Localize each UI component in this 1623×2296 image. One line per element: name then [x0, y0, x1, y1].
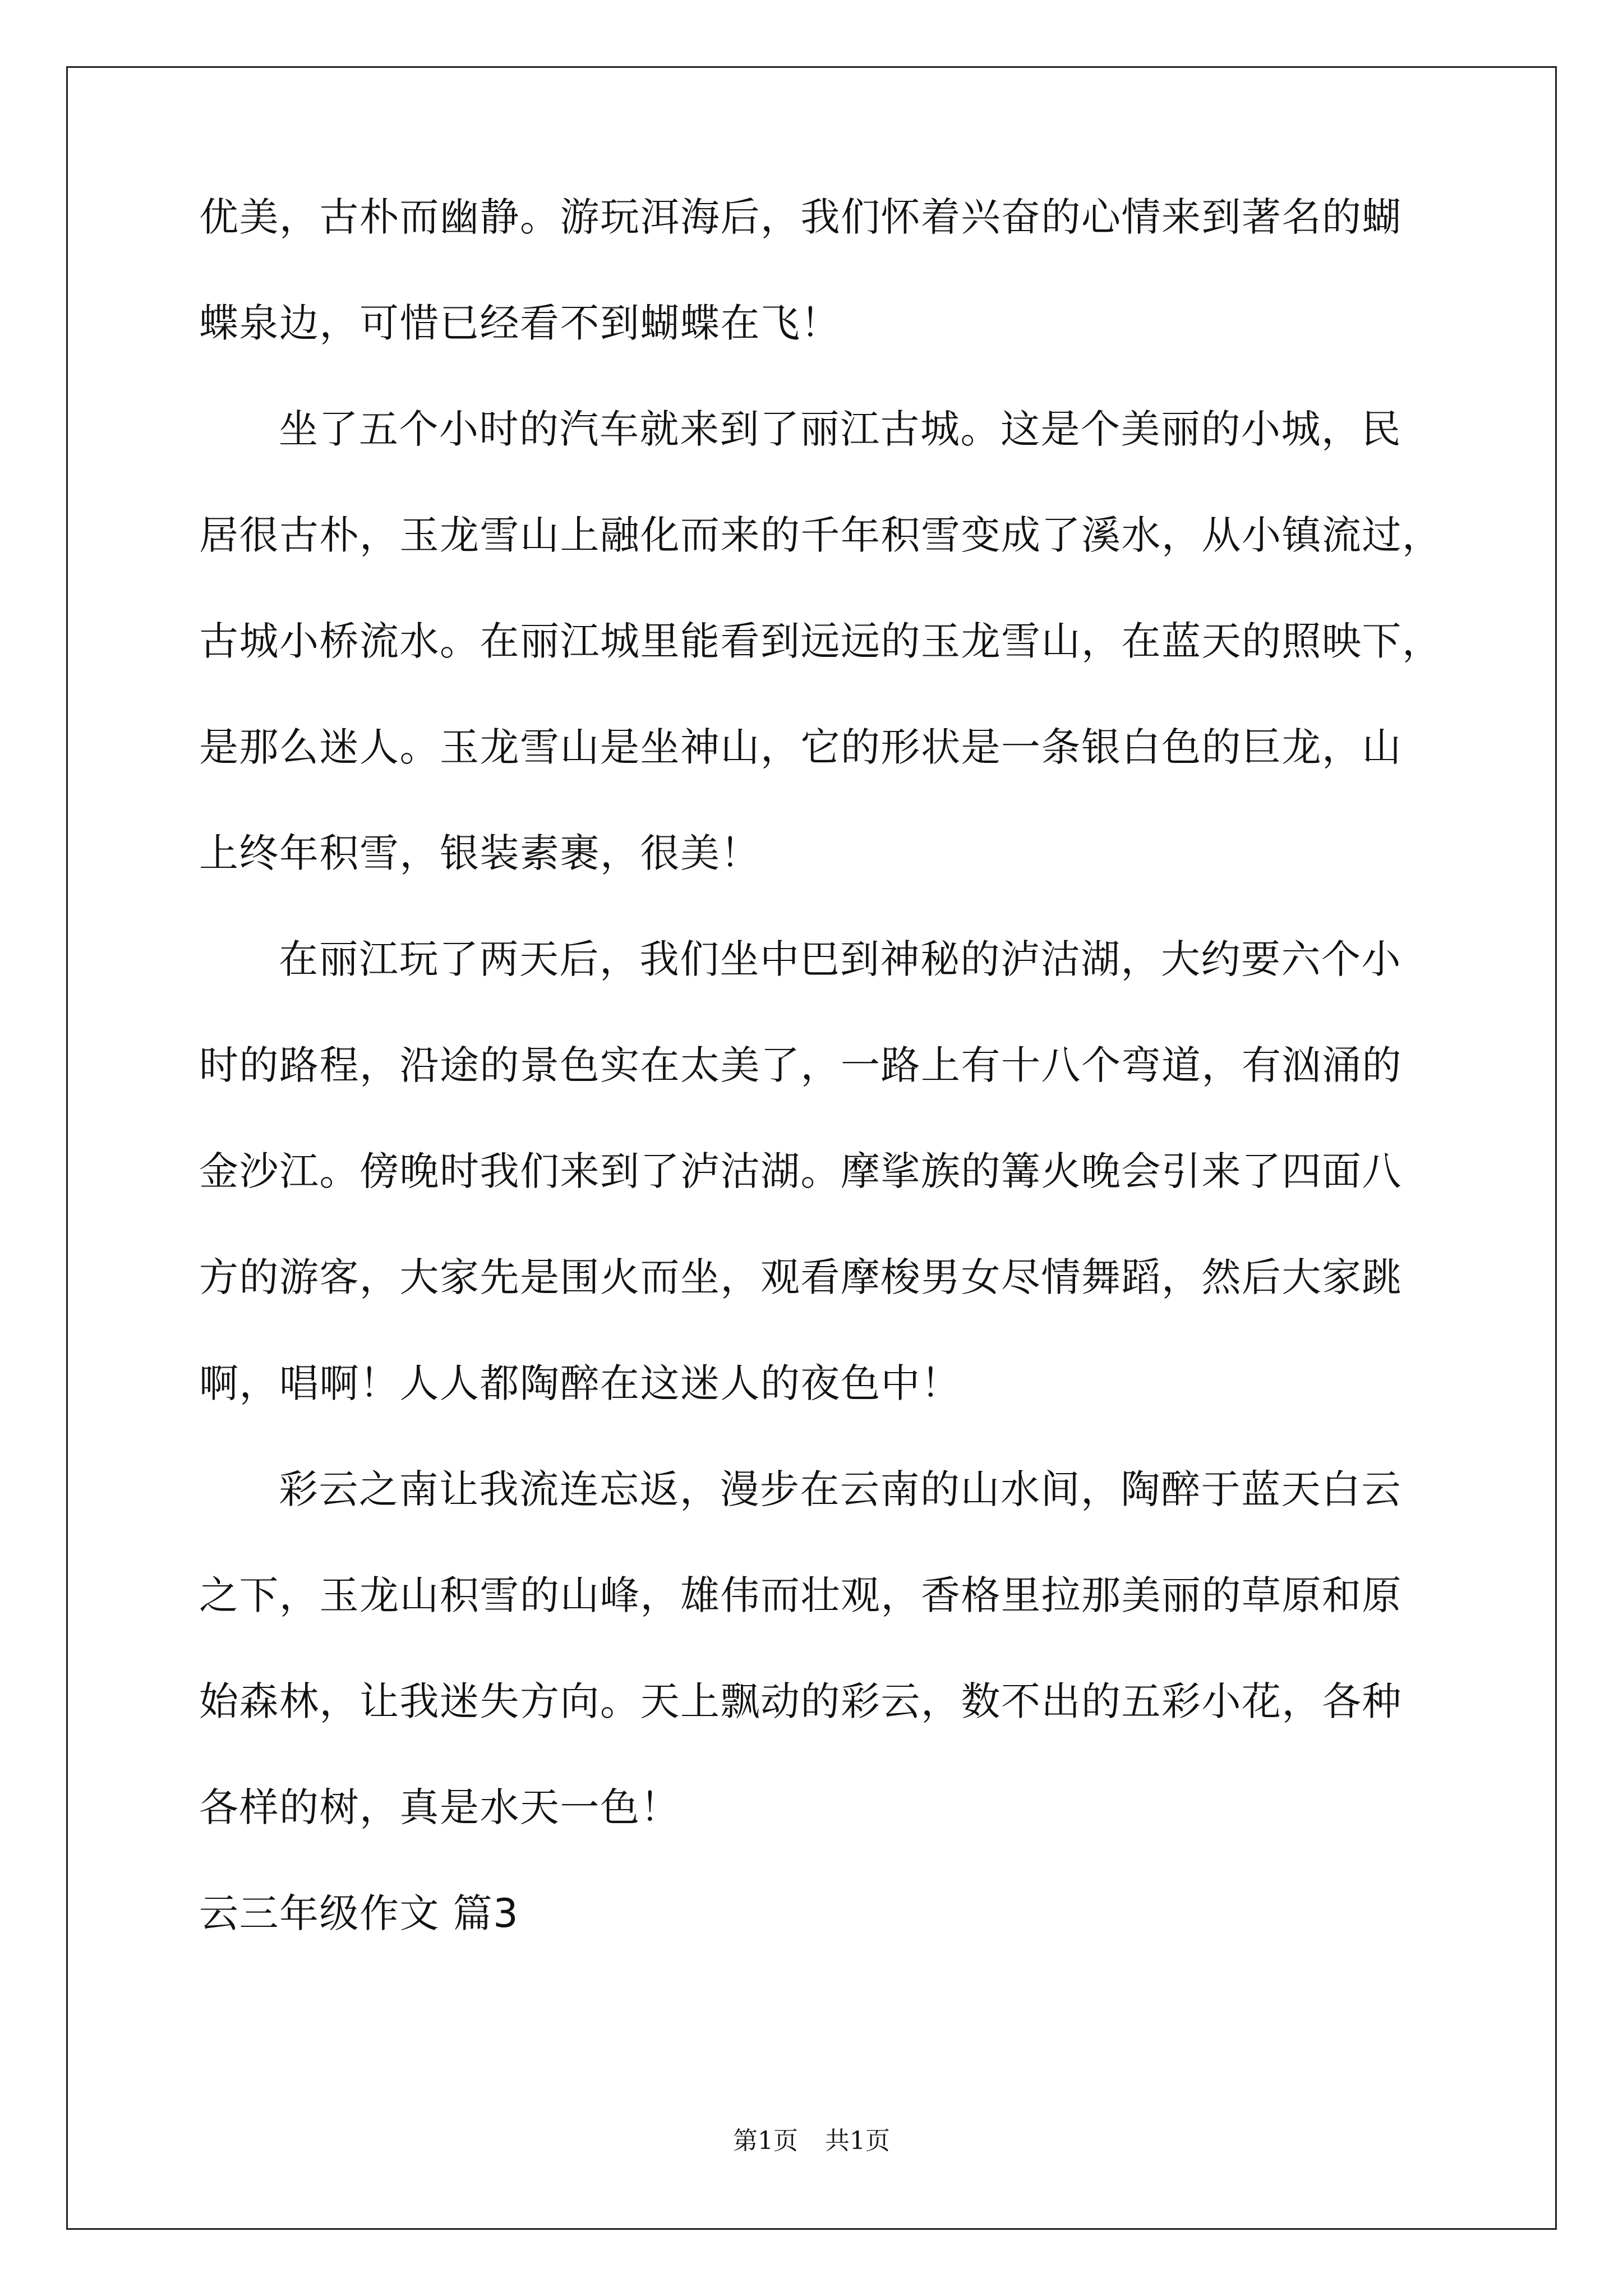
section-heading: 云三年级作文 篇3	[199, 1890, 519, 1936]
text-line: 时的路程，沿途的景色实在太美了，一路上有十八个弯道，有汹涌的	[199, 1042, 1402, 1088]
text-line: 在丽江玩了两天后，我们坐中巴到神秘的泸沽湖，大约要六个小	[279, 936, 1401, 982]
page-footer	[0, 2120, 1623, 2156]
text-line: 居很古朴，玉龙雪山上融化而来的千年积雪变成了溪水，从小镇流过，	[199, 512, 1442, 558]
document-body	[199, 191, 1442, 1993]
text-line: 啊，唱啊！人人都陶醉在这迷人的夜色中！	[199, 1360, 961, 1406]
text-line: 古城小桥流水。在丽江城里能看到远远的玉龙雪山，在蓝天的照映下，	[199, 618, 1442, 664]
text-line: 始森林，让我迷失方向。天上飘动的彩云，数不出的五彩小花，各种	[199, 1678, 1402, 1724]
text-line: 优美，古朴而幽静。游玩洱海后，我们怀着兴奋的心情来到著名的蝴	[199, 194, 1402, 240]
text-line: 彩云之南让我流连忘返，漫步在云南的山水间，陶醉于蓝天白云	[279, 1466, 1401, 1512]
text-line: 金沙江。傍晚时我们来到了泸沽湖。摩挲族的篝火晚会引来了四面八	[199, 1148, 1402, 1194]
page-total: 共1页	[825, 2127, 890, 2155]
text-line: 各样的树，真是水天一色！	[199, 1784, 680, 1830]
text-line: 上终年积雪，银装素裹，很美！	[199, 830, 760, 876]
text-line: 之下，玉龙山积雪的山峰，雄伟而壮观，香格里拉那美丽的草原和原	[199, 1572, 1402, 1618]
text-line: 是那么迷人。玉龙雪山是坐神山，它的形状是一条银白色的巨龙，山	[199, 724, 1402, 770]
text-line: 蝶泉边，可惜已经看不到蝴蝶在飞！	[199, 300, 841, 346]
text-line: 坐了五个小时的汽车就来到了丽江古城。这是个美丽的小城，民	[279, 406, 1401, 452]
text-line: 方的游客，大家先是围火而坐，观看摩梭男女尽情舞蹈，然后大家跳	[199, 1254, 1402, 1300]
page-number: 第1页	[733, 2127, 798, 2155]
